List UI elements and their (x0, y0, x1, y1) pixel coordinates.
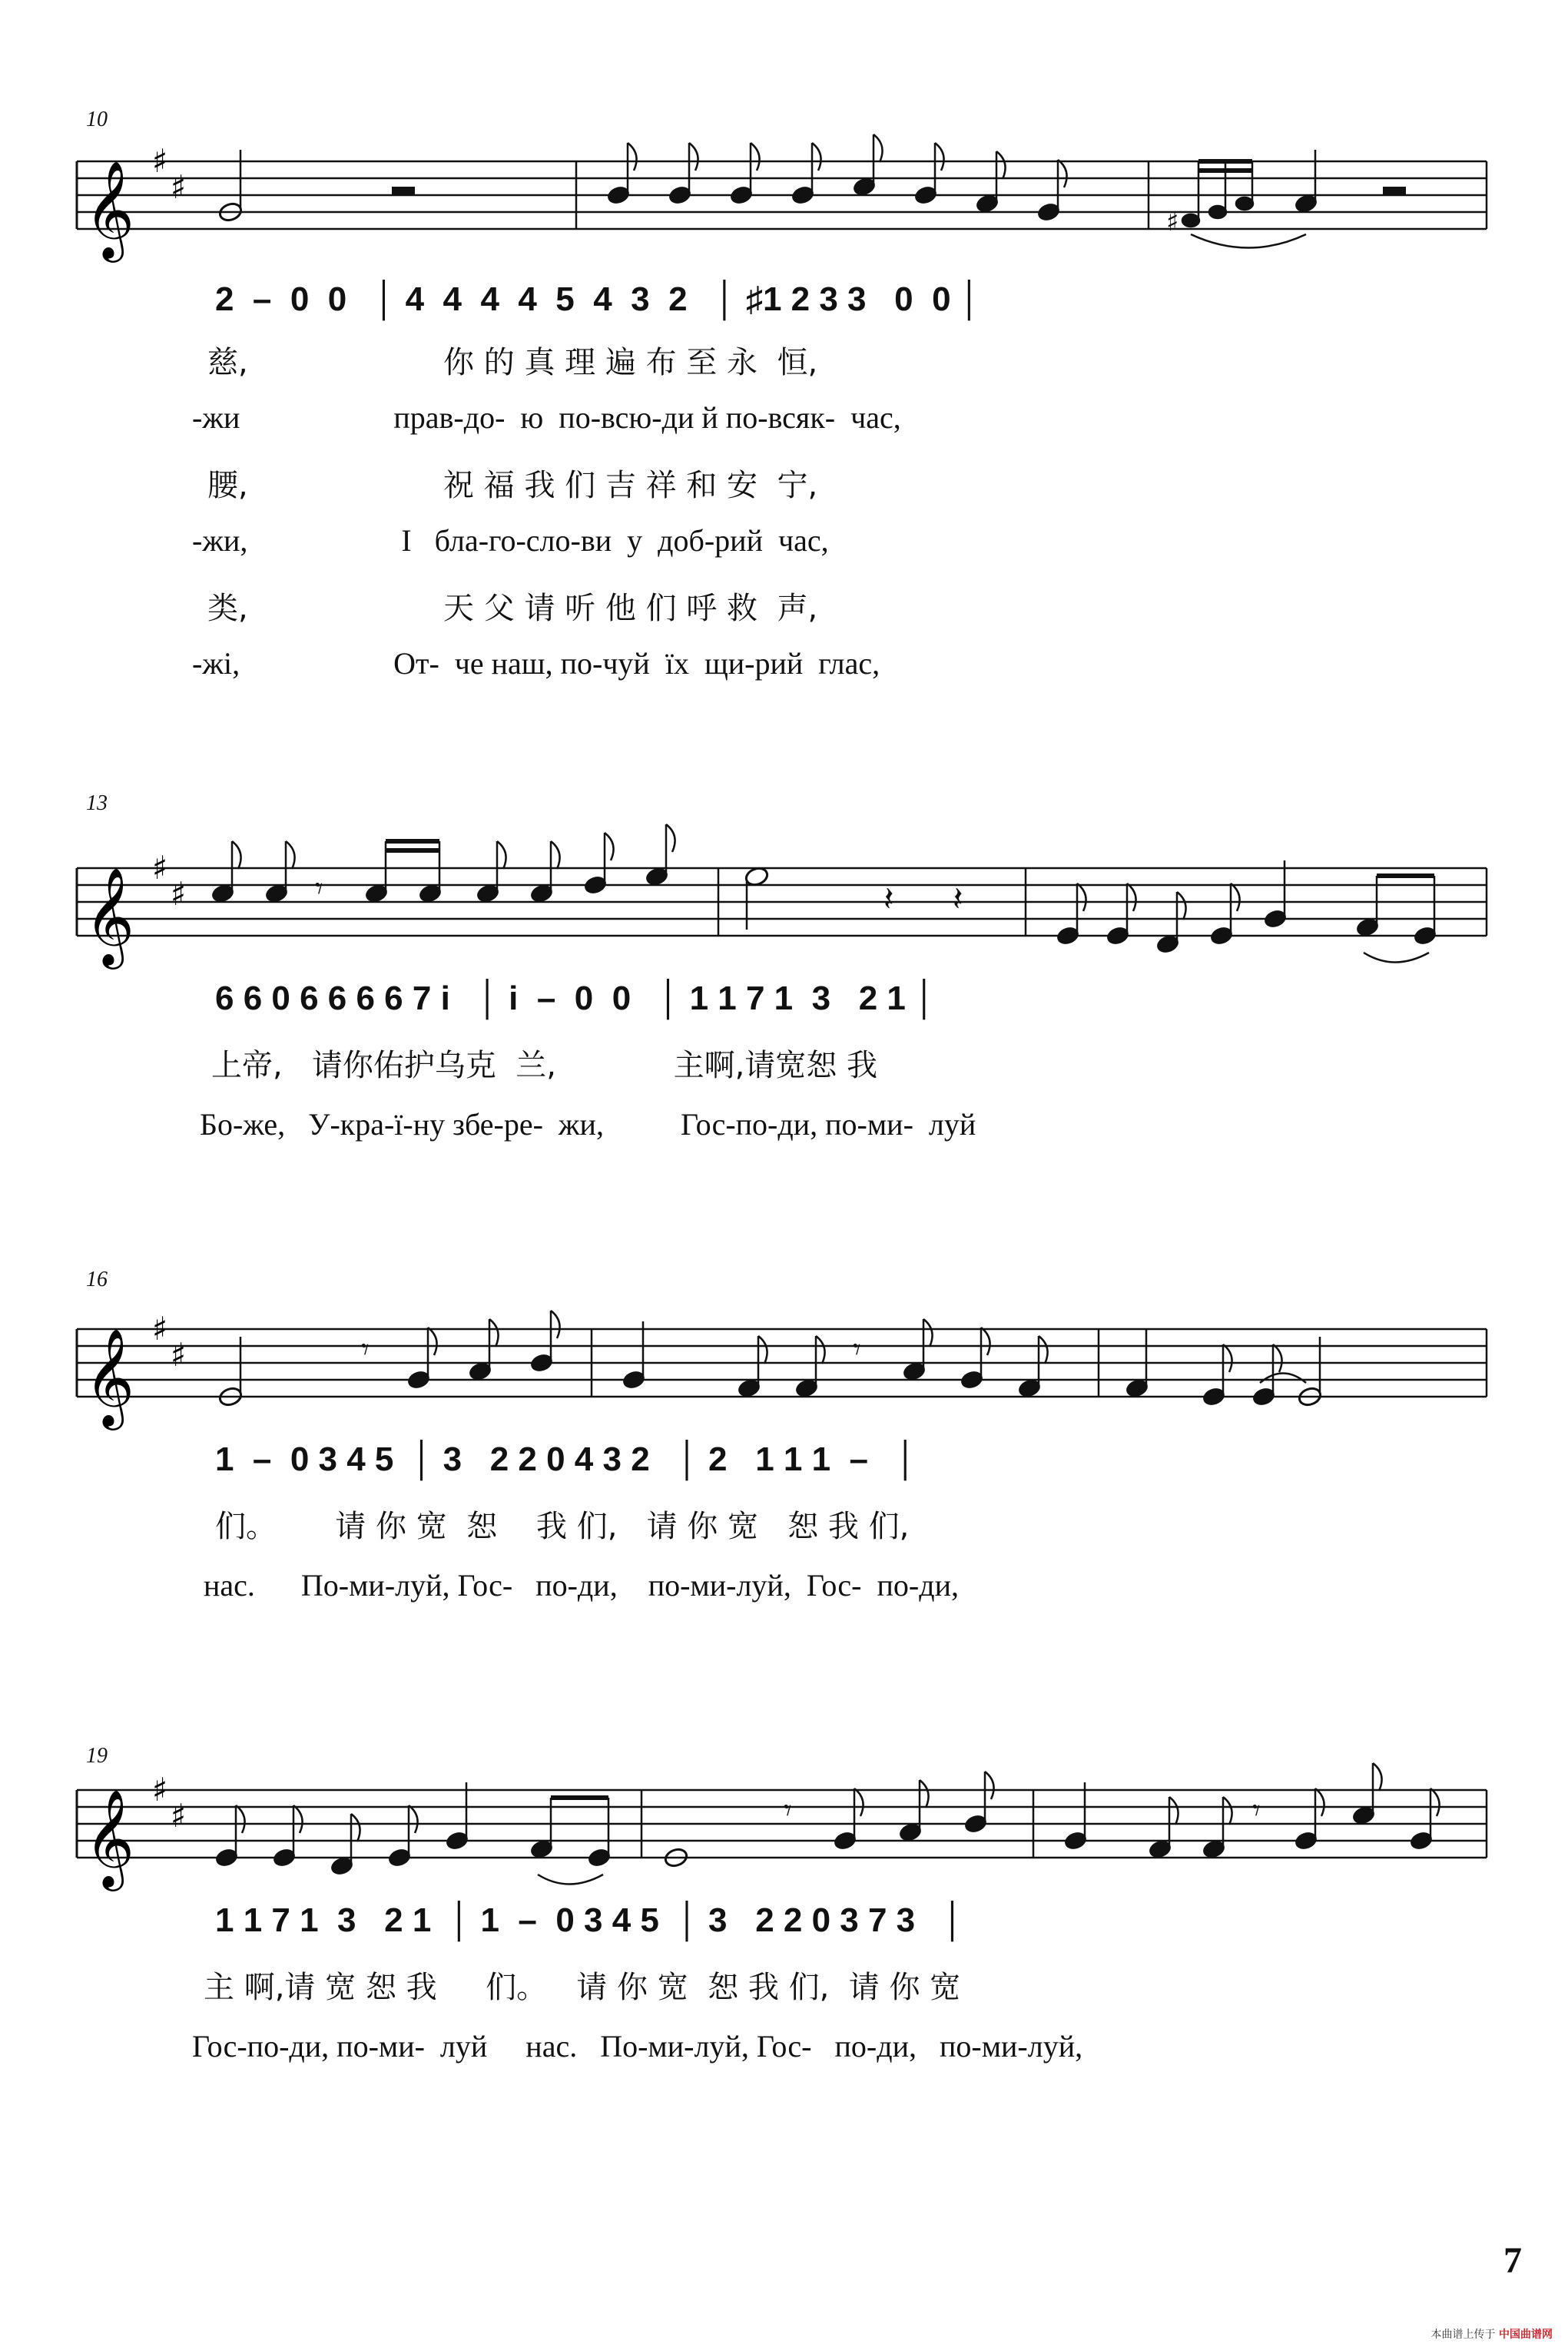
lyric-line: -жи, І бла-го-сло-ви у доб-рий час, (192, 523, 829, 558)
lyric-line: -жі, От- че наш, по-чуй їх щи-рий глас, (192, 646, 880, 681)
sharp-icon: ♯ (171, 875, 187, 913)
lyric-line: 主 啊,请 宽 恕 我 们。 请 你 宽 恕 我 们, 请 你 宽 (204, 1970, 961, 2005)
jianpu-line: 2 – 0 0 │ 4 4 4 4 5 4 3 2 │ ♯1 2 3 3 0 0 │ (215, 280, 982, 318)
lyric-line: Гос-по-ди, по-ми- луй нас. По-ми-луй, Гос- по-ди, по-ми-луй, (192, 2029, 1083, 2064)
treble-clef-icon: 𝄞 (85, 160, 135, 258)
jianpu-line: 1 – 0 3 4 5 │ 3 2 2 0 4 3 2 │ 2 1 1 1 – │ (215, 1440, 918, 1478)
measure-number: 16 (86, 1268, 108, 1291)
page-number: 7 (1503, 2240, 1522, 2281)
sharp-icon: ♯ (152, 1771, 168, 1808)
lyric-line: Бо-же, У-кра-ї-ну збе-ре- жи, Гос-по-ди, по-ми- луй (200, 1107, 976, 1142)
lyric-line: 们。 请 你 宽 恕 我 们, 请 你 宽 恕 我 们, (215, 1509, 910, 1544)
svg-text:𝄾: 𝄾 (784, 1793, 792, 1828)
footer-note (1431, 2326, 1553, 2342)
sharp-icon: ♯ (152, 1310, 168, 1348)
sharp-icon: ♯ (152, 849, 168, 887)
system-1 (0, 0, 1568, 738)
lyric-line: 上帝, 请你佑护乌克 兰, 主啊,请宽恕 我 (211, 1048, 878, 1083)
staff (0, 1245, 1568, 1444)
lyric-line: нас. По-ми-луй, Гос- по-ди, по-ми-луй, Гос- по-ди, (204, 1568, 959, 1603)
svg-text:♯: ♯ (1166, 207, 1179, 237)
staff (0, 0, 1568, 323)
system-2 (0, 784, 1568, 1183)
footer-brand: 中国曲谱网 (1499, 2329, 1553, 2341)
footer-text: 本曲谱上传于 (1430, 2329, 1496, 2341)
svg-text:𝄾: 𝄾 (315, 871, 323, 907)
system-3 (0, 1245, 1568, 1644)
measure-number: 13 (86, 791, 108, 815)
sharp-icon: ♯ (171, 168, 187, 206)
lyric-line: 类, 天 父 请 听 他 们 呼 救 声, (207, 591, 818, 626)
lyric-line: 慈, 你 的 真 理 遍 布 至 永 恒, (207, 345, 818, 380)
lyric-line: -жи прав-до- ю по-всю-ди й по-всяк- час, (192, 400, 901, 435)
svg-text:𝄽: 𝄽 (883, 880, 894, 919)
sharp-icon: ♯ (152, 142, 168, 180)
svg-text:𝄾: 𝄾 (1252, 1793, 1261, 1828)
jianpu-line: 1 1 7 1 3 2 1 │ 1 – 0 3 4 5 │ 3 2 2 0 3 7 3 │ (215, 1901, 965, 1939)
sharp-icon: ♯ (171, 1336, 187, 1374)
system-4 (0, 1706, 1568, 2105)
svg-text:𝄾: 𝄾 (853, 1332, 861, 1367)
treble-clef-icon: 𝄞 (85, 1788, 135, 1887)
svg-text:𝄾: 𝄾 (361, 1332, 370, 1367)
staff (0, 1706, 1568, 1905)
lyric-line: 腰, 祝 福 我 们 吉 祥 和 安 宁, (207, 468, 818, 503)
staff (0, 784, 1568, 983)
measure-number: 19 (86, 1744, 108, 1768)
svg-text:𝄽: 𝄽 (953, 880, 963, 919)
treble-clef-icon: 𝄞 (85, 1328, 135, 1426)
jianpu-line: 6 6 0 6 6 6 6 7 i │ i – 0 0 │ 1 1 7 1 3 2 1 │ (215, 980, 936, 1017)
sharp-icon: ♯ (171, 1797, 187, 1835)
measure-number: 10 (86, 108, 108, 131)
treble-clef-icon: 𝄞 (85, 867, 135, 965)
